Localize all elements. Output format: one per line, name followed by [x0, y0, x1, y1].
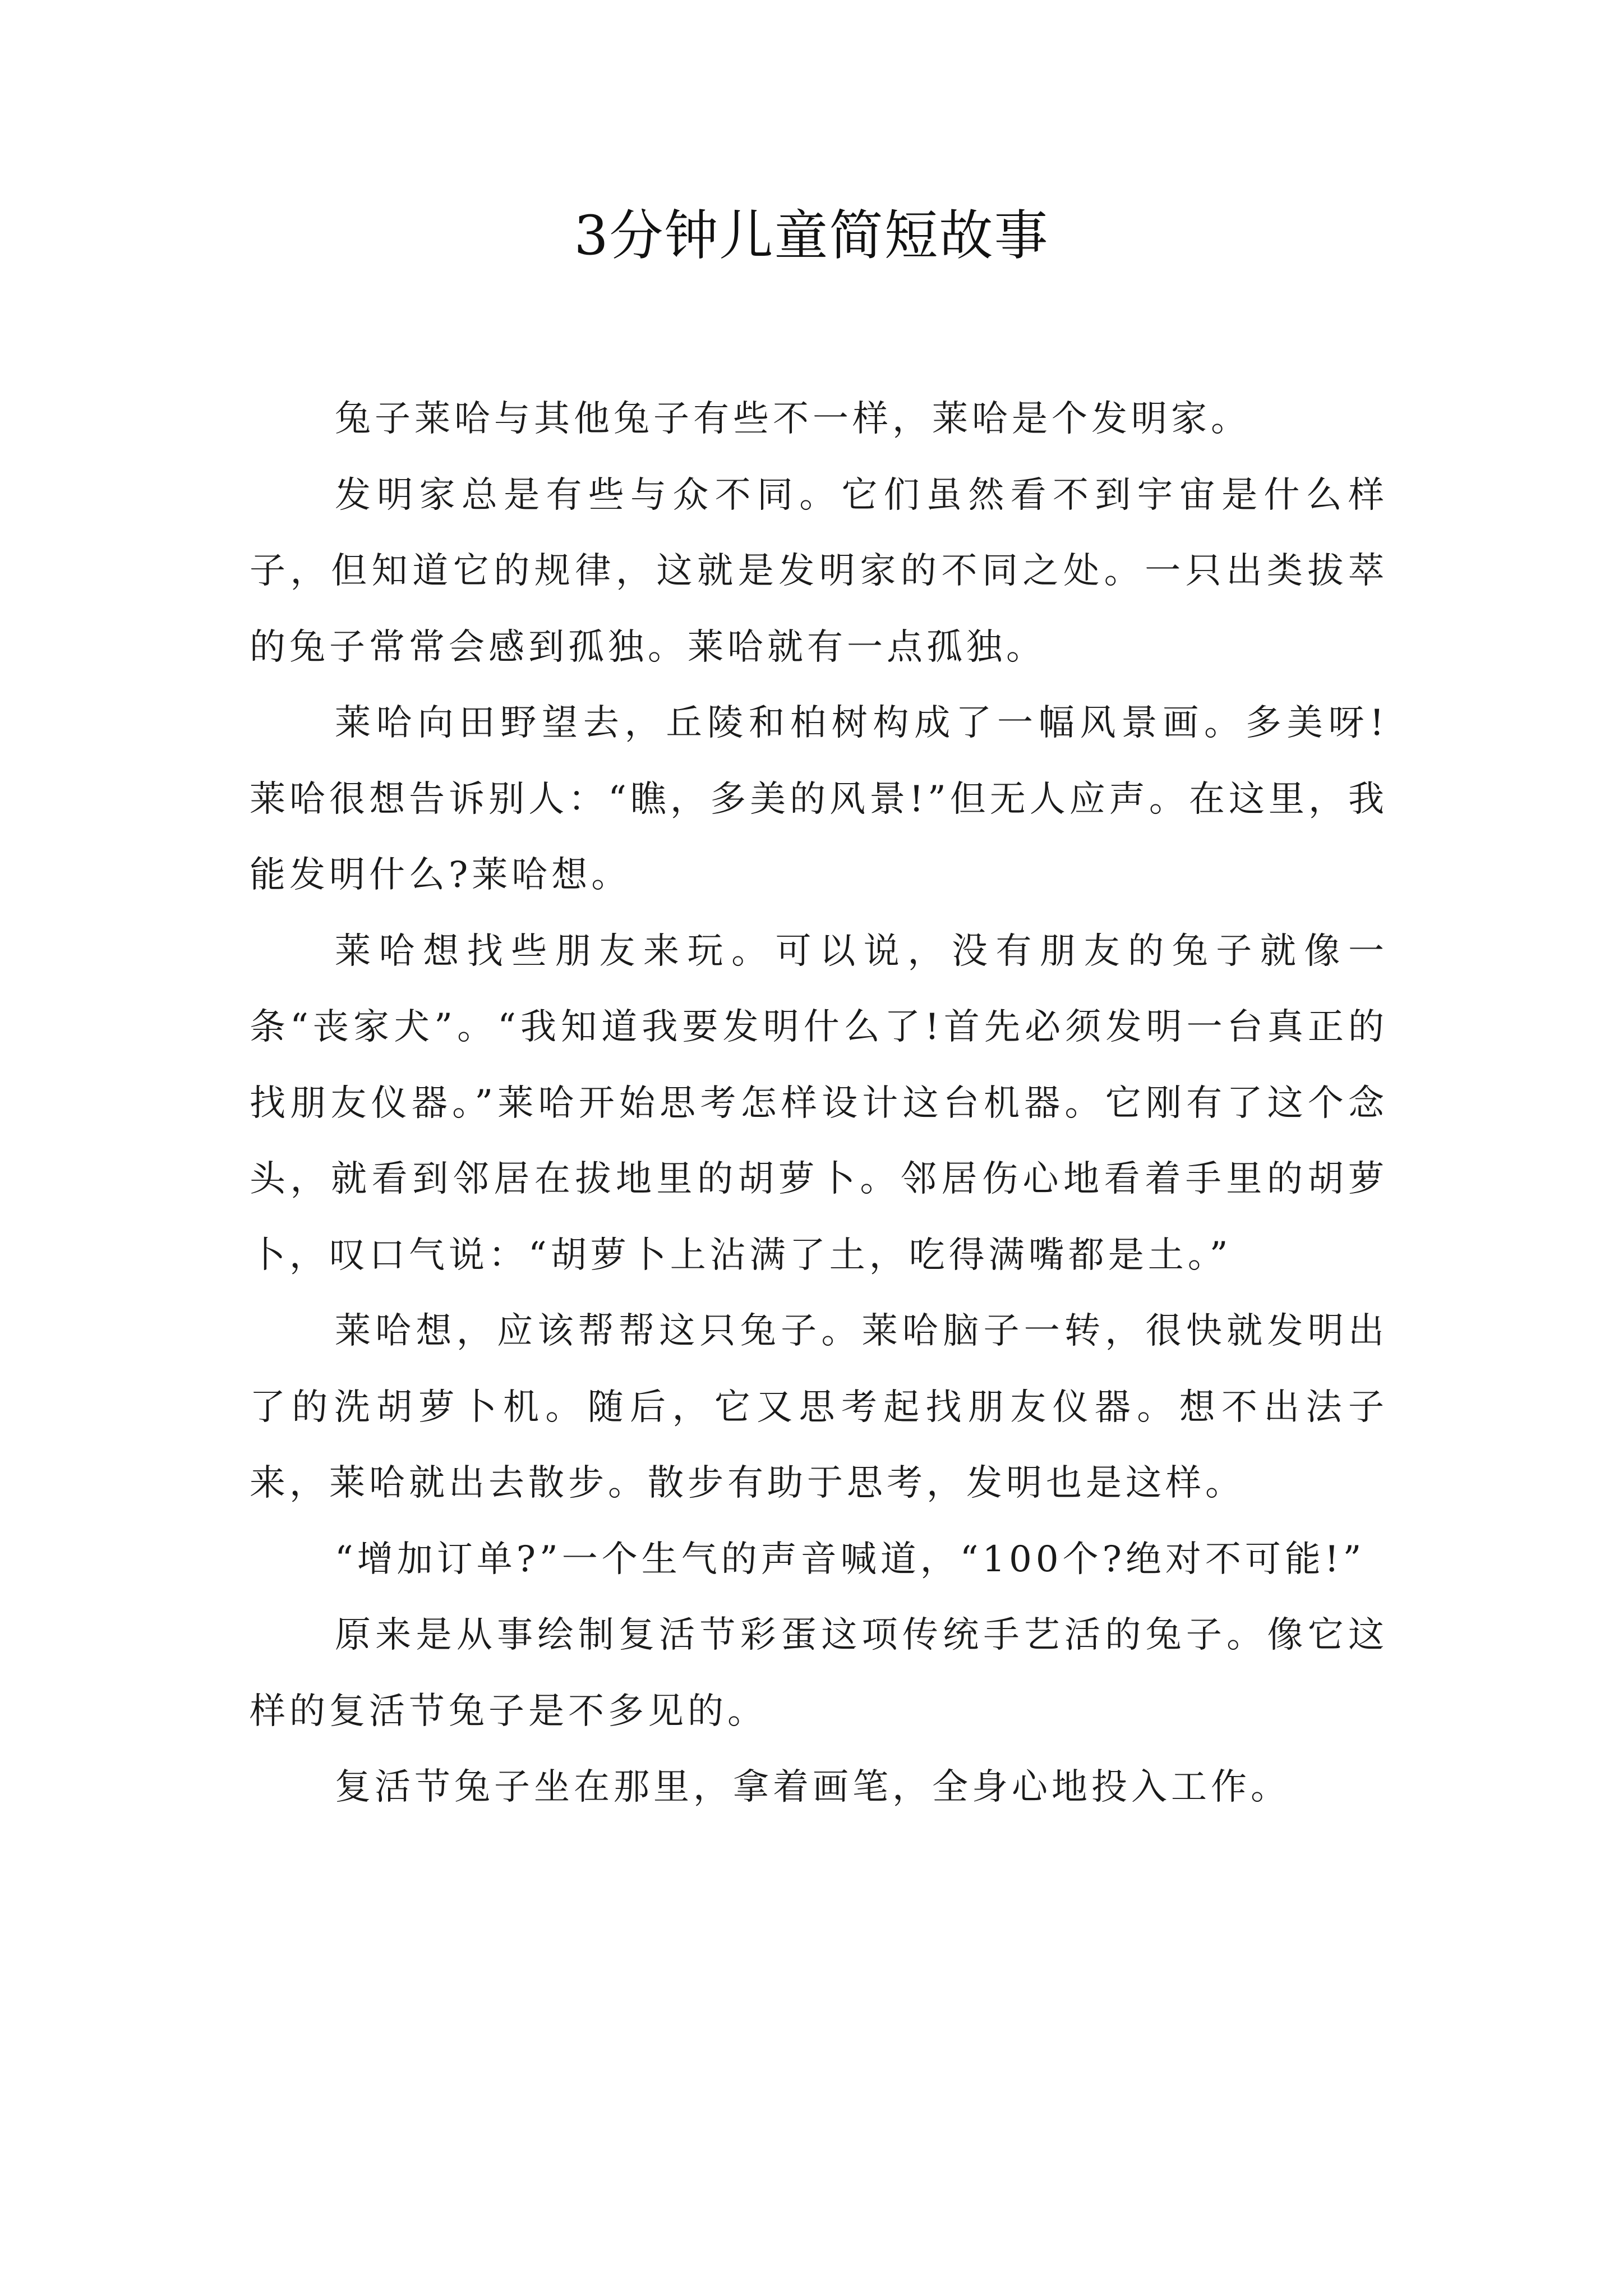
paragraph: 莱哈想找些朋友来玩。可以说，没有朋友的兔子就像一条“丧家犬”。“我知道我要发明什么了!首先必须发明一台真正的找朋友仪器。”莱哈开始思考怎样设计这台机器。它刚有了这个念头，就看到邻居在拔地里的胡萝卜。邻居伤心地看着手里的胡萝卜，叹口气说：“胡萝卜上沾满了土，吃得满嘴都是土。” [250, 930, 1388, 1276]
document-body [250, 381, 1388, 1826]
paragraph: “增加订单?”一个生气的声音喊道，“100个?绝对不可能!” [335, 1538, 1366, 1580]
paragraph: 原来是从事绘制复活节彩蛋这项传统手艺活的兔子。像它这样的复活节兔子是不多见的。 [250, 1614, 1388, 1732]
paragraph: 莱哈向田野望去，丘陵和柏树构成了一幅风景画。多美呀!莱哈很想告诉别人：“瞧，多美的风景!”但无人应声。在这里，我能发明什么?莱哈想。 [250, 702, 1388, 896]
paragraph: 兔子莱哈与其他兔子有些不一样，莱哈是个发明家。 [335, 398, 1251, 440]
paragraph: 复活节兔子坐在那里，拿着画笔，全身心地投入工作。 [335, 1766, 1290, 1808]
paragraph: 发明家总是有些与众不同。它们虽然看不到宇宙是什么样子，但知道它的规律，这就是发明家的不同之处。一只出类拔萃的兔子常常会感到孤独。莱哈就有一点孤独。 [250, 474, 1388, 668]
document-title: 3分钟儿童简短故事 [574, 204, 1049, 267]
paragraph: 莱哈想，应该帮帮这只兔子。莱哈脑子一转，很快就发明出了的洗胡萝卜机。随后，它又思考起找朋友仪器。想不出法子来，莱哈就出去散步。散步有助于思考，发明也是这样。 [250, 1310, 1388, 1504]
